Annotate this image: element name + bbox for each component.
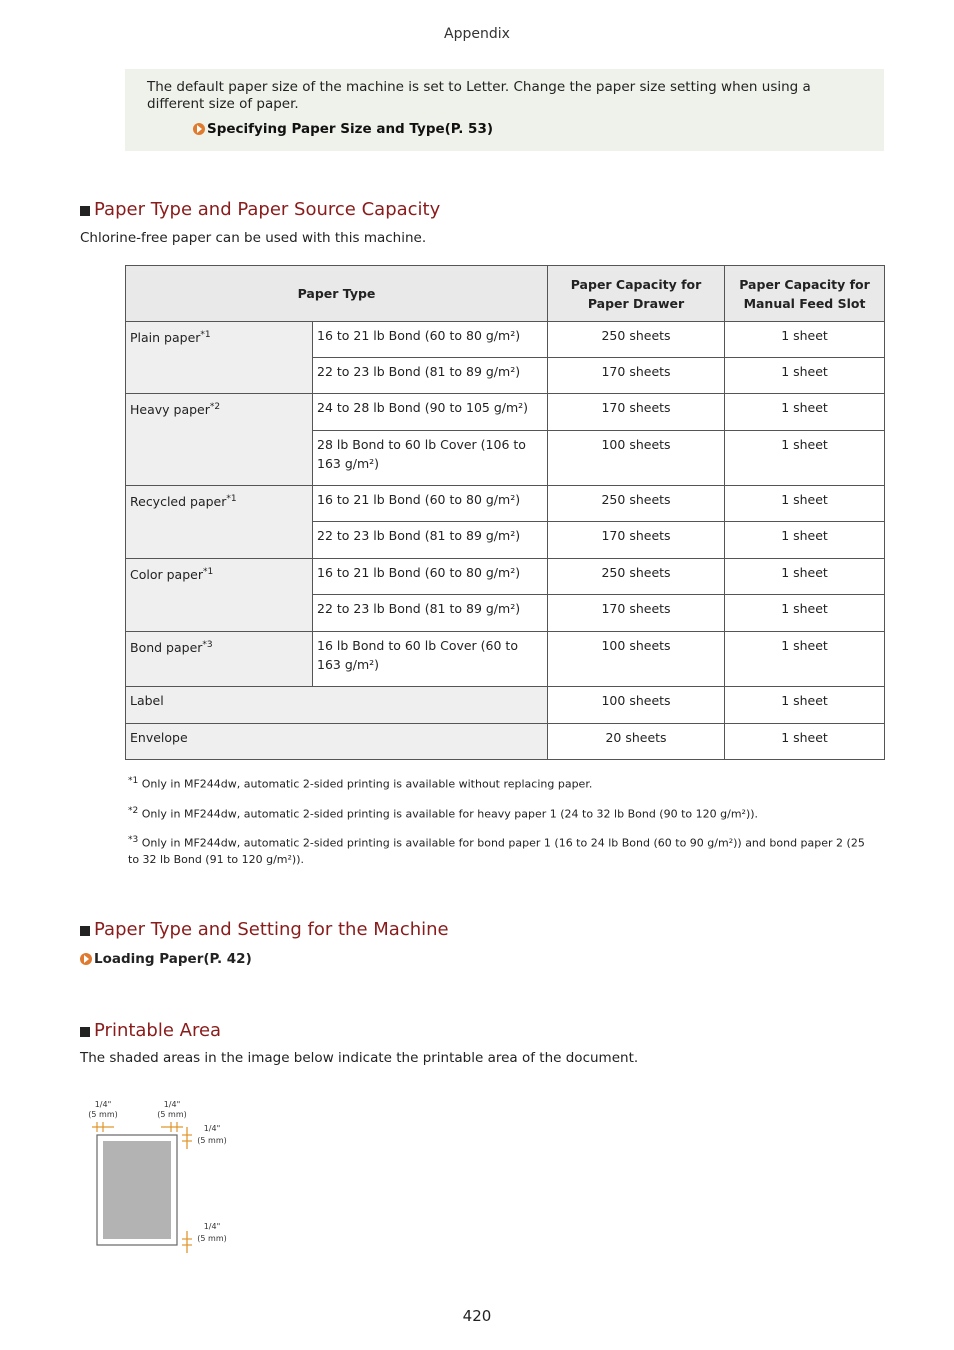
paper-type-cell: Envelope xyxy=(126,724,548,760)
manual-capacity-cell: 1 sheet xyxy=(725,431,885,486)
section-heading-capacity-text: Paper Type and Paper Source Capacity xyxy=(94,199,441,220)
table-row xyxy=(126,559,885,595)
table-row xyxy=(126,632,885,687)
note-text: The default paper size of the machine is set to Letter. Change the paper size setting when using a different size of paper. xyxy=(147,79,811,112)
header-manual-capacity: Paper Capacity for Manual Feed Slot xyxy=(725,266,885,322)
manual-capacity-cell: 1 sheet xyxy=(725,632,885,687)
drawer-capacity-cell: 100 sheets xyxy=(548,431,725,486)
weight-cell: 16 to 21 lb Bond (60 to 80 g/m²) xyxy=(313,559,548,595)
manual-capacity-cell: 1 sheet xyxy=(725,486,885,522)
table-row xyxy=(126,322,885,358)
right-margin-mm-label: (5 mm) xyxy=(157,1110,187,1119)
footnote-2: $^{*2}$ Only in MF244dw, automatic 2-sided printing is available for heavy paper 1 (24 to 32 lb Bond (90 to 120 g/m²)). xyxy=(128,805,759,821)
printable-area-shade xyxy=(103,1141,171,1239)
table-row xyxy=(126,687,885,724)
drawer-capacity-cell: 170 sheets xyxy=(548,595,725,632)
drawer-capacity-cell: 170 sheets xyxy=(548,394,725,431)
link-arrow-icon xyxy=(193,123,205,135)
loading-paper-link-label: Loading Paper(P. 42) xyxy=(94,951,252,967)
note-box xyxy=(125,69,884,151)
drawer-capacity-cell: 20 sheets xyxy=(548,724,725,760)
paper-type-cell: Heavy paper$^{*2}$ xyxy=(126,394,313,486)
paper-type-cell: Label xyxy=(126,687,548,724)
table-row xyxy=(126,724,885,760)
bottom-margin-mm-label: (5 mm) xyxy=(197,1234,227,1243)
drawer-capacity-cell: 250 sheets xyxy=(548,486,725,522)
manual-capacity-cell: 1 sheet xyxy=(725,522,885,559)
left-margin-inch-label: 1/4" xyxy=(94,1100,112,1109)
manual-capacity-cell: 1 sheet xyxy=(725,687,885,724)
top-margin-inch-label: 1/4" xyxy=(203,1124,221,1133)
capacity-intro: Chlorine-free paper can be used with this machine. xyxy=(80,230,427,246)
drawer-capacity-cell: 100 sheets xyxy=(548,687,725,724)
drawer-capacity-cell: 250 sheets xyxy=(548,322,725,358)
manual-capacity-cell: 1 sheet xyxy=(725,595,885,632)
weight-cell: 16 to 21 lb Bond (60 to 80 g/m²) xyxy=(313,486,548,522)
right-margin-inch-label: 1/4" xyxy=(163,1100,181,1109)
weight-cell: 22 to 23 lb Bond (81 to 89 g/m²) xyxy=(313,595,548,632)
weight-cell: 22 to 23 lb Bond (81 to 89 g/m²) xyxy=(313,358,548,394)
specifying-paper-size-link[interactable] xyxy=(193,121,862,137)
weight-cell: 28 lb Bond to 60 lb Cover (106 to 163 g/m²) xyxy=(313,431,548,486)
drawer-capacity-cell: 100 sheets xyxy=(548,632,725,687)
drawer-capacity-cell: 250 sheets xyxy=(548,559,725,595)
footnote-3: $^{*3}$ Only in MF244dw, automatic 2-sided printing is available for bond paper 1 (16 to 24 lb Bond (60 to 90 g/m²)) and bond paper 2 (25 to 32 lb Bond (91 to 120 g/m²)). xyxy=(128,835,865,866)
weight-cell: 22 to 23 lb Bond (81 to 89 g/m²) xyxy=(313,522,548,559)
manual-capacity-cell: 1 sheet xyxy=(725,394,885,431)
table-row xyxy=(126,394,885,431)
manual-capacity-cell: 1 sheet xyxy=(725,322,885,358)
square-bullet-icon xyxy=(80,926,90,936)
link-arrow-icon xyxy=(80,953,92,965)
page-number: 420 xyxy=(462,1307,492,1325)
section-heading-printable-area-text: Printable Area xyxy=(94,1020,222,1041)
paper-type-cell: Recycled paper$^{*1}$ xyxy=(126,486,313,559)
manual-capacity-cell: 1 sheet xyxy=(725,724,885,760)
square-bullet-icon xyxy=(80,206,90,216)
paper-type-cell: Plain paper$^{*1}$ xyxy=(126,322,313,394)
weight-cell: 16 lb Bond to 60 lb Cover (60 to 163 g/m²) xyxy=(313,632,548,687)
manual-capacity-cell: 1 sheet xyxy=(725,559,885,595)
footnotes xyxy=(128,773,873,878)
drawer-capacity-cell: 170 sheets xyxy=(548,522,725,559)
drawer-capacity-cell: 170 sheets xyxy=(548,358,725,394)
header-drawer-capacity: Paper Capacity for Paper Drawer xyxy=(548,266,725,322)
left-margin-mm-label: (5 mm) xyxy=(88,1110,118,1119)
specifying-paper-size-link-label: Specifying Paper Size and Type(P. 53) xyxy=(207,121,494,137)
table-row xyxy=(126,486,885,522)
top-margin-mm-label: (5 mm) xyxy=(197,1136,227,1145)
section-heading-printable-area xyxy=(80,1020,221,1041)
page-header: Appendix xyxy=(444,26,510,42)
section-heading-capacity xyxy=(80,199,440,220)
paper-type-cell: Bond paper$^{*3}$ xyxy=(126,632,313,687)
loading-paper-link[interactable] xyxy=(80,951,252,967)
printable-area-diagram xyxy=(85,1094,245,1259)
paper-type-cell: Color paper$^{*1}$ xyxy=(126,559,313,632)
header-paper-type: Paper Type xyxy=(126,266,548,322)
square-bullet-icon xyxy=(80,1027,90,1037)
manual-capacity-cell: 1 sheet xyxy=(725,358,885,394)
weight-cell: 24 to 28 lb Bond (90 to 105 g/m²) xyxy=(313,394,548,431)
paper-capacity-table xyxy=(125,265,885,760)
section-heading-setting xyxy=(80,919,449,940)
weight-cell: 16 to 21 lb Bond (60 to 80 g/m²) xyxy=(313,322,548,358)
printable-area-intro: The shaded areas in the image below indicate the printable area of the document. xyxy=(80,1050,639,1066)
bottom-margin-inch-label: 1/4" xyxy=(203,1222,221,1231)
section-heading-setting-text: Paper Type and Setting for the Machine xyxy=(94,919,449,940)
footnote-1: $^{*1}$ Only in MF244dw, automatic 2-sided printing is available without replacing paper. xyxy=(128,776,593,791)
